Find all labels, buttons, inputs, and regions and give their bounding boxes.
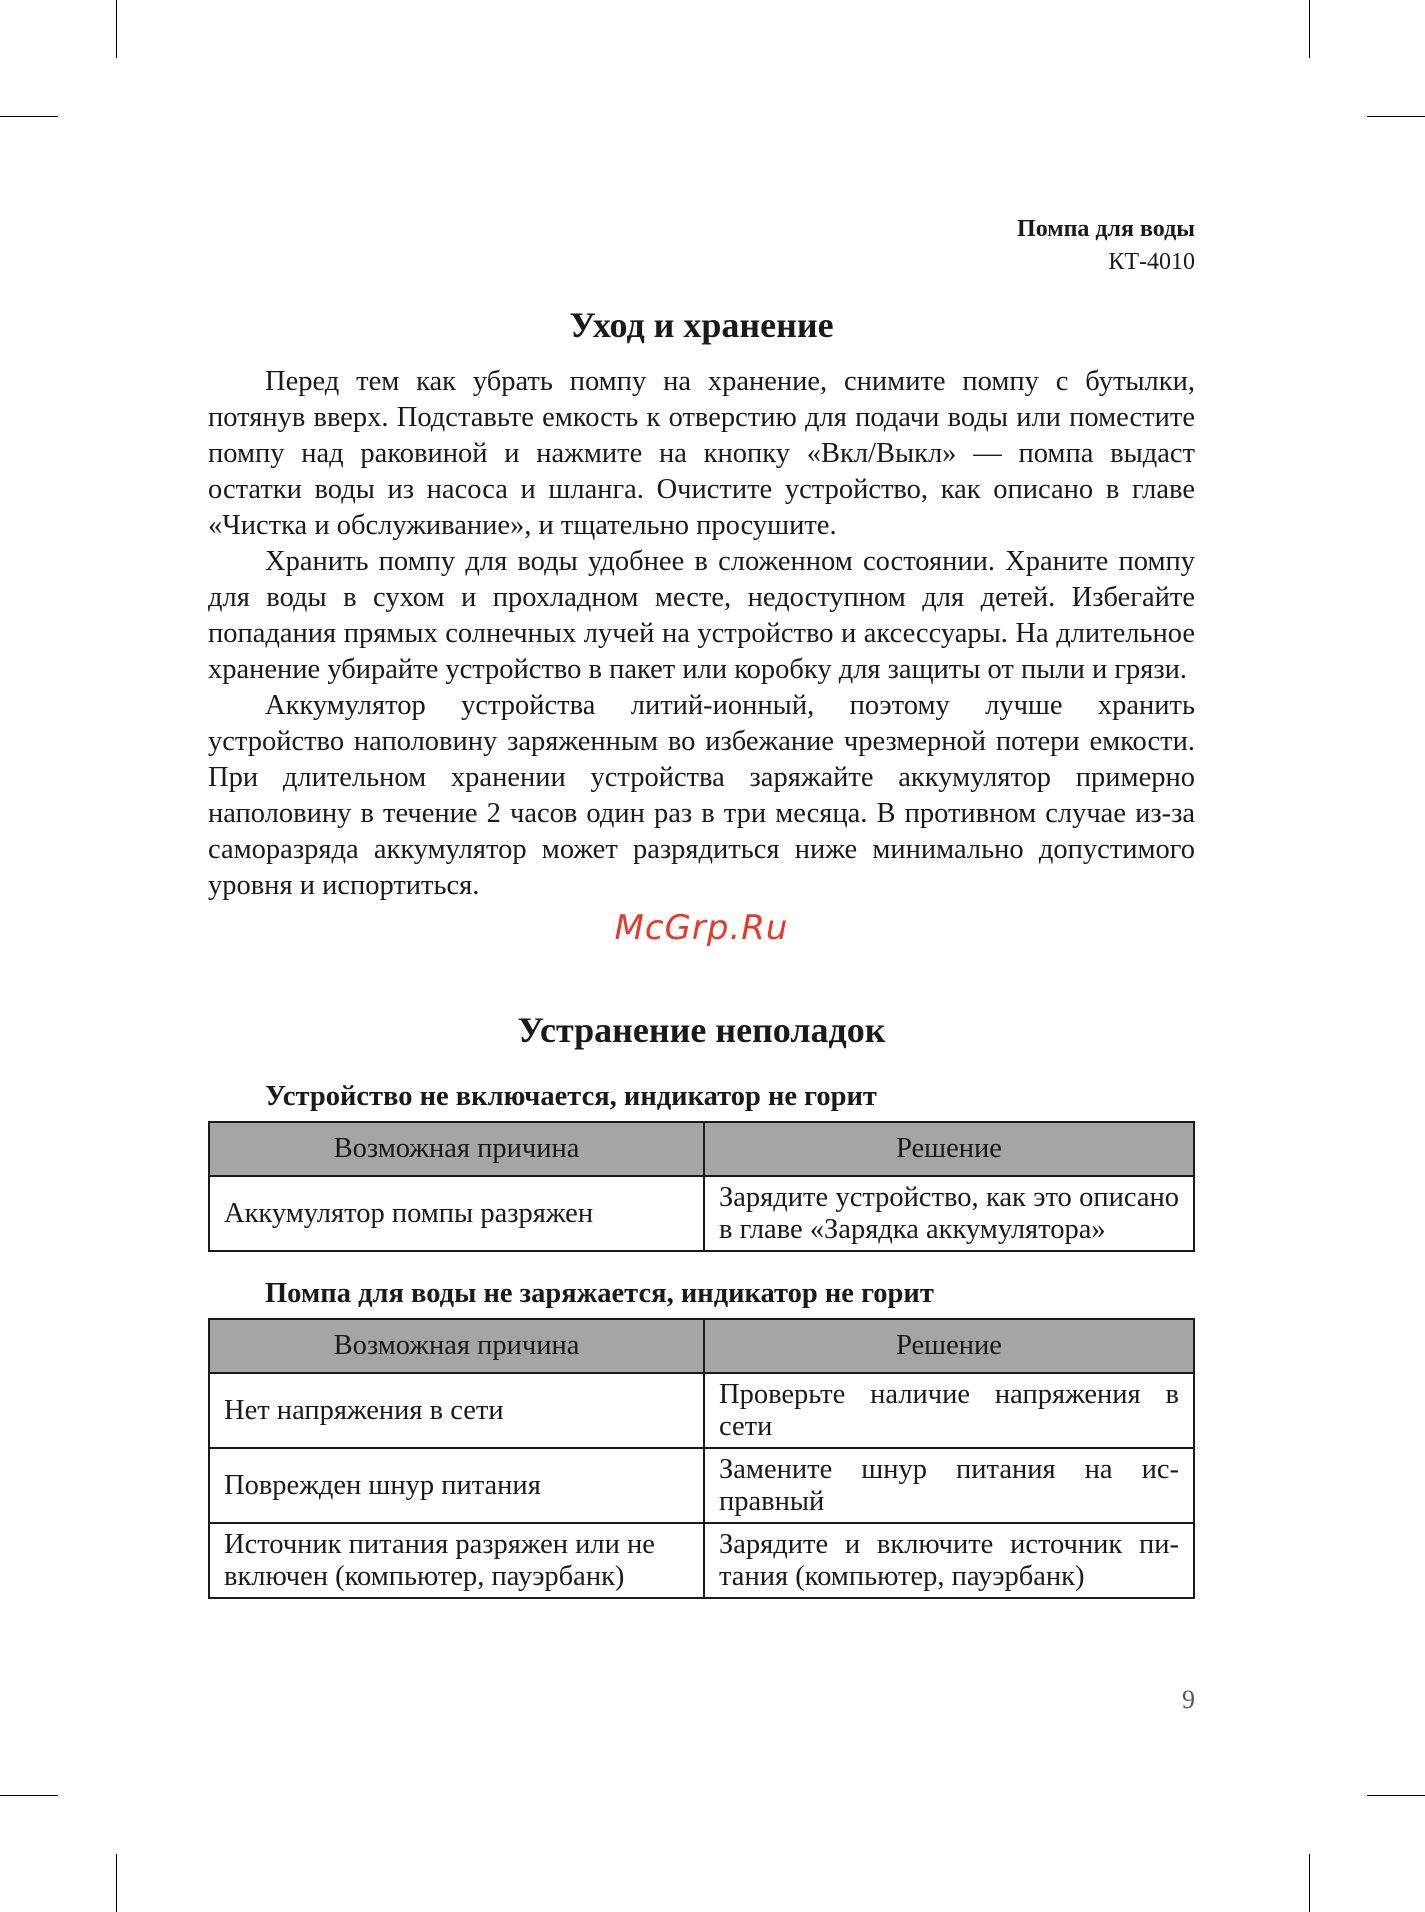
cause-cell: Поврежден шнур питания xyxy=(209,1448,704,1523)
solution-cell: Проверьте наличие напряжения в сети xyxy=(704,1373,1194,1448)
trouble-heading: Помпа для воды не заряжается, индикатор не горит xyxy=(265,1278,934,1309)
solution-cell: Зарядите устройство, как это описано в главе «Зарядка аккумулятора» xyxy=(704,1176,1194,1251)
care-paragraph: Аккумулятор устройства литий-ионный, поэтому лучше хранить устройство наполовину заряженным во избежание чрезмерной потери емкости. При длительном хранении устройства заряжайте аккумулятор примерно наполовину в течение 2 часов один раз в три месяца. В противном случае из-за саморазряда аккумулятор может разрядиться ниже минимально допустимого уровня и испортиться. xyxy=(208,690,1195,901)
column-header-solution: Решение xyxy=(704,1122,1194,1176)
column-header-cause: Возможная причина xyxy=(209,1122,704,1176)
crop-mark xyxy=(1367,116,1425,117)
crop-mark xyxy=(0,1795,58,1796)
crop-mark xyxy=(116,0,117,58)
crop-mark xyxy=(116,1854,117,1912)
column-header-cause: Возможная причина xyxy=(209,1319,704,1373)
trouble-table xyxy=(208,1121,1195,1252)
column-header-solution: Решение xyxy=(704,1319,1194,1373)
header-model: КТ-4010 xyxy=(1108,249,1195,275)
solution-cell: Зарядите и включите источник питания (компьютер, пауэрбанк) xyxy=(704,1523,1194,1598)
section-title-care: Уход и хранение xyxy=(569,305,834,345)
running-header xyxy=(1017,213,1195,279)
section-title-troubleshooting: Устранение неполадок xyxy=(517,1010,886,1050)
table-row xyxy=(209,1448,1194,1523)
crop-mark xyxy=(1309,0,1310,58)
cause-cell: Нет напряжения в сети xyxy=(209,1373,704,1448)
watermark: McGrp.Ru xyxy=(614,908,789,948)
crop-mark xyxy=(1309,1854,1310,1912)
cause-cell: Аккумулятор помпы разряжен xyxy=(209,1176,704,1251)
table-row xyxy=(209,1523,1194,1598)
page-number: 9 xyxy=(1182,1685,1195,1714)
care-paragraph: Хранить помпу для воды удобнее в сложенном состоянии. Храните помпу для воды в сухом и прохладном месте, недоступном для детей. Избегайте попадания прямых солнечных лучей на устройство и аксессуары. На длительное хранение убирайте устройство в пакет или коробку для защиты от пыли и грязи. xyxy=(208,546,1195,685)
table-header-row xyxy=(209,1319,1194,1373)
cause-cell: Источник питания разряжен или не включен (компьютер, пауэрбанк) xyxy=(209,1523,704,1598)
care-paragraph: Перед тем как убрать помпу на хранение, снимите помпу с бутылки, потянув вверх. Подставьте емкость к отверстию для подачи воды или поместите помпу над раковиной и нажмите на кнопку «Вкл/Выкл» — помпа выдаст остатки воды из насоса и шланга. Очистите устройство, как описано в главе «Чистка и обслуживание», и тщательно просушите. xyxy=(208,366,1195,541)
trouble-heading: Устройство не включается, индикатор не горит xyxy=(265,1081,877,1112)
page-content xyxy=(208,295,1195,1599)
table-row xyxy=(209,1373,1194,1448)
table-row xyxy=(209,1176,1194,1251)
crop-mark xyxy=(0,116,58,117)
header-product: Помпа для воды xyxy=(1017,216,1195,242)
table-header-row xyxy=(209,1122,1194,1176)
solution-cell: Замените шнур питания на исправный xyxy=(704,1448,1194,1523)
crop-mark xyxy=(1367,1795,1425,1796)
trouble-table xyxy=(208,1318,1195,1599)
